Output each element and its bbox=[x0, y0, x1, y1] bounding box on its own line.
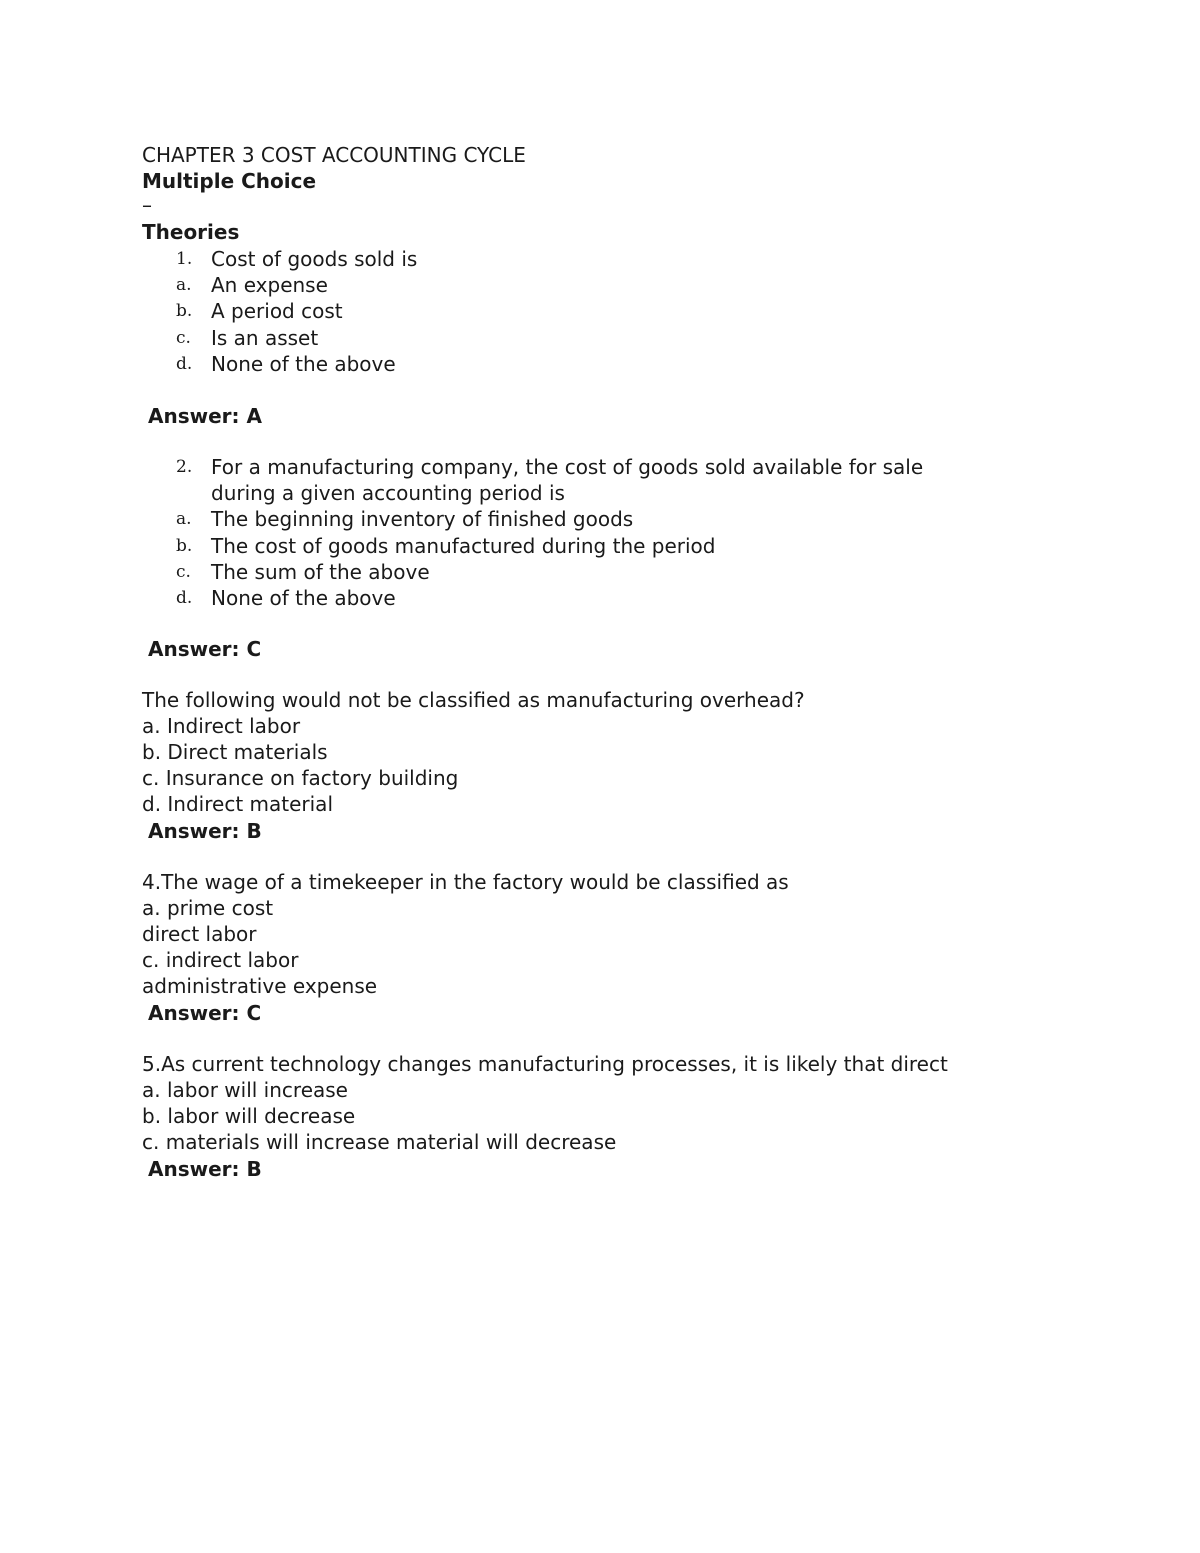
q2-option-a: The beginning inventory of finished goods bbox=[211, 507, 634, 531]
q1-question: Cost of goods sold is bbox=[211, 247, 418, 271]
q1-option-marker: a. bbox=[176, 275, 192, 295]
q5-answer: Answer: B bbox=[148, 1157, 262, 1181]
section-heading: Theories bbox=[142, 220, 240, 244]
q1-option-marker: d. bbox=[176, 354, 193, 374]
q2-question-line1: For a manufacturing company, the cost of goods sold available for sale bbox=[211, 455, 924, 479]
q4-answer: Answer: C bbox=[148, 1001, 262, 1025]
q4-option-d: administrative expense bbox=[142, 974, 378, 998]
q5-option-a: a. labor will increase bbox=[142, 1078, 348, 1102]
q1-number: 1. bbox=[176, 249, 193, 269]
q2-answer: Answer: C bbox=[148, 637, 262, 661]
q3-option-d: d. Indirect material bbox=[142, 792, 333, 816]
q2-option-c: The sum of the above bbox=[211, 560, 430, 584]
q1-option-c: Is an asset bbox=[211, 326, 319, 350]
q5-question: 5.As current technology changes manufacturing processes, it is likely that direct bbox=[142, 1052, 948, 1076]
dash-separator: – bbox=[142, 193, 152, 217]
q2-number: 2. bbox=[176, 457, 193, 477]
q2-option-marker: b. bbox=[176, 536, 193, 556]
q3-question: The following would not be classified as manufacturing overhead? bbox=[142, 688, 805, 712]
q3-option-b: b. Direct materials bbox=[142, 740, 328, 764]
q3-option-c: c. Insurance on factory building bbox=[142, 766, 459, 790]
q1-option-b: A period cost bbox=[211, 299, 343, 323]
chapter-title: CHAPTER 3 COST ACCOUNTING CYCLE bbox=[142, 143, 526, 167]
q5-option-c: c. materials will increase material will decrease bbox=[142, 1130, 617, 1154]
q2-option-marker: a. bbox=[176, 509, 192, 529]
subtitle: Multiple Choice bbox=[142, 169, 317, 193]
q4-question: 4.The wage of a timekeeper in the factory would be classified as bbox=[142, 870, 789, 894]
q4-option-b: direct labor bbox=[142, 922, 257, 946]
q2-question-line2: during a given accounting period is bbox=[211, 481, 565, 505]
q2-option-marker: d. bbox=[176, 588, 193, 608]
q1-answer: Answer: A bbox=[148, 404, 262, 428]
q3-answer: Answer: B bbox=[148, 819, 262, 843]
q1-option-marker: b. bbox=[176, 301, 193, 321]
q1-option-a: An expense bbox=[211, 273, 328, 297]
q5-option-b: b. labor will decrease bbox=[142, 1104, 356, 1128]
q2-option-d: None of the above bbox=[211, 586, 396, 610]
q2-option-marker: c. bbox=[176, 562, 191, 582]
q3-option-a: a. Indirect labor bbox=[142, 714, 301, 738]
q2-option-b: The cost of goods manufactured during the period bbox=[211, 534, 716, 558]
q4-option-a: a. prime cost bbox=[142, 896, 274, 920]
q4-option-c: c. indirect labor bbox=[142, 948, 299, 972]
q1-option-marker: c. bbox=[176, 328, 191, 348]
q1-option-d: None of the above bbox=[211, 352, 396, 376]
